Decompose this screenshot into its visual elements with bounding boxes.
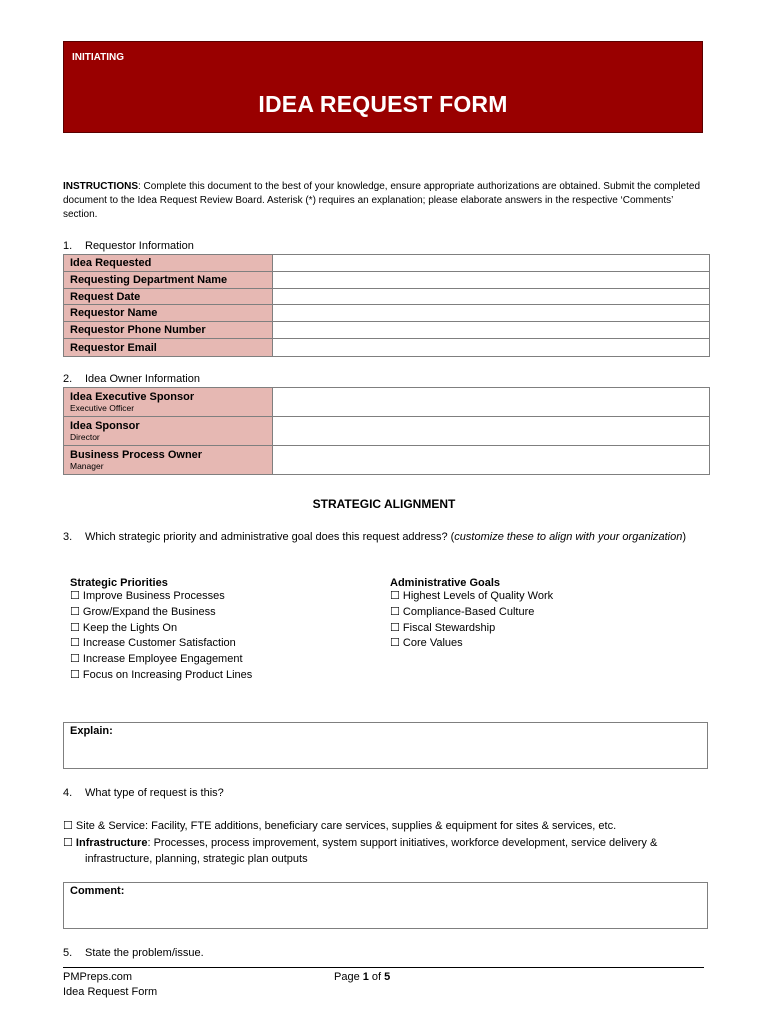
question-4 bbox=[63, 785, 708, 801]
checkbox-compliance-culture[interactable]: ☐ Compliance-Based Culture bbox=[390, 605, 535, 618]
question-text bbox=[85, 529, 686, 545]
checkbox-quality-work[interactable]: ☐ Highest Levels of Quality Work bbox=[390, 590, 554, 602]
infrastructure-text: : Processes, process improvement, system support initiatives, workforce development, service delivery & bbox=[147, 837, 658, 849]
idea-sponsor-field[interactable] bbox=[273, 417, 710, 446]
checkbox-employee-engagement[interactable]: ☐ Increase Employee Engagement bbox=[70, 653, 243, 666]
form-title: IDEA REQUEST FORM bbox=[258, 91, 508, 117]
comment-label: Comment: bbox=[70, 885, 125, 897]
field-label-text: Idea Executive Sponsor bbox=[70, 390, 195, 403]
section-owner-heading bbox=[63, 373, 200, 385]
field-label-text: Idea Sponsor bbox=[70, 419, 140, 432]
checkbox-infrastructure[interactable] bbox=[63, 835, 708, 867]
question-text-main: Which strategic priority and administrative goal does this request address? ( bbox=[85, 531, 455, 543]
page-current: 1 bbox=[362, 971, 369, 983]
idea-requested-field[interactable] bbox=[273, 255, 710, 272]
checkbox-improve-processes[interactable]: ☐ Improve Business Processes bbox=[70, 590, 225, 602]
header-banner bbox=[63, 41, 703, 133]
checkbox-core-values[interactable]: ☐ Core Values bbox=[390, 637, 463, 650]
checkbox-keep-lights-on[interactable]: ☐ Keep the Lights On bbox=[70, 621, 178, 634]
field-sublabel: Executive Officer bbox=[70, 402, 135, 413]
field-label: Idea Requested bbox=[64, 255, 273, 272]
field-sublabel: Director bbox=[70, 431, 100, 442]
page-prefix: Page bbox=[334, 971, 363, 983]
question-number: 4. bbox=[63, 787, 73, 799]
requestor-name-field[interactable] bbox=[273, 305, 710, 322]
page-total: 5 bbox=[384, 971, 391, 983]
instructions-text: : Complete this document to the best of your knowledge, ensure appropriate authorizations are obtained. Submit the completed document to the Idea Request Review Board. Asterisk (*) requires an explanation; please elaborate answers in the respective ‘Comments’ section. bbox=[63, 181, 701, 220]
department-name-field[interactable] bbox=[273, 272, 710, 289]
checkbox-fiscal-stewardship[interactable]: ☐ Fiscal Stewardship bbox=[390, 621, 496, 634]
footer-site: PMPreps.com bbox=[63, 971, 133, 983]
section-title: Idea Owner Information bbox=[85, 373, 200, 385]
requestor-email-field[interactable] bbox=[273, 339, 710, 357]
checkbox-product-lines[interactable]: ☐ Focus on Increasing Product Lines bbox=[70, 668, 253, 681]
request-date-field[interactable] bbox=[273, 289, 710, 305]
question-text-italic: customize these to align with your organization bbox=[454, 531, 683, 543]
footer-left bbox=[63, 970, 157, 1000]
question-text-close: ) bbox=[682, 531, 687, 543]
table-row bbox=[64, 272, 710, 289]
explain-box[interactable] bbox=[63, 722, 708, 769]
checkbox-customer-satisfaction[interactable]: ☐ Increase Customer Satisfaction bbox=[70, 637, 236, 650]
field-label: Request Date bbox=[64, 289, 273, 305]
field-sublabel: Manager bbox=[70, 460, 104, 471]
section-requestor-heading bbox=[63, 240, 194, 252]
strategic-priorities bbox=[70, 577, 252, 684]
checkbox-glyph: ☐ bbox=[63, 837, 76, 849]
field-label: Requesting Department Name bbox=[64, 272, 273, 289]
requestor-phone-field[interactable] bbox=[273, 322, 710, 339]
owner-table bbox=[63, 387, 710, 475]
site-service-text: ☐ Site & Service: Facility, FTE additions, beneficiary care services, supplies & equipment for sites & services, etc. bbox=[63, 820, 617, 832]
goals-heading: Administrative Goals bbox=[390, 577, 501, 589]
table-row bbox=[64, 388, 710, 417]
page-number bbox=[334, 970, 390, 985]
table-row bbox=[64, 255, 710, 272]
question-3 bbox=[63, 529, 708, 545]
executive-sponsor-field[interactable] bbox=[273, 388, 710, 417]
administrative-goals bbox=[390, 577, 553, 652]
section-title: Requestor Information bbox=[85, 240, 194, 252]
strategic-alignment-heading: STRATEGIC ALIGNMENT bbox=[312, 497, 456, 511]
question-number: 5. bbox=[63, 947, 73, 959]
comment-box[interactable] bbox=[63, 882, 708, 929]
section-number: 2. bbox=[63, 373, 73, 385]
table-row bbox=[64, 417, 710, 446]
field-label: Requestor Phone Number bbox=[64, 322, 273, 339]
checkbox-grow-business[interactable]: ☐ Grow/Expand the Business bbox=[70, 605, 216, 618]
phase-label: INITIATING bbox=[72, 52, 125, 63]
requestor-table bbox=[63, 254, 710, 357]
table-row bbox=[64, 305, 710, 322]
field-label: Requestor Name bbox=[64, 305, 273, 322]
page-of: of bbox=[368, 971, 385, 983]
question-text: What type of request is this? bbox=[85, 787, 224, 799]
field-label bbox=[64, 388, 273, 417]
infrastructure-lead: Infrastructure bbox=[75, 837, 148, 849]
table-row bbox=[64, 322, 710, 339]
explain-label: Explain: bbox=[70, 725, 113, 737]
footer-divider bbox=[63, 967, 704, 968]
process-owner-field[interactable] bbox=[273, 446, 710, 475]
table-row bbox=[64, 446, 710, 475]
question-text: State the problem/issue. bbox=[85, 947, 204, 959]
section-number: 1. bbox=[63, 240, 73, 252]
field-label bbox=[64, 417, 273, 446]
table-row bbox=[64, 289, 710, 305]
question-number: 3. bbox=[63, 531, 73, 543]
footer-doc-name: Idea Request Form bbox=[63, 986, 158, 998]
question-5 bbox=[63, 945, 708, 961]
instructions-lead: INSTRUCTIONS bbox=[63, 181, 138, 192]
field-label: Requestor Email bbox=[64, 339, 273, 357]
table-row bbox=[64, 339, 710, 357]
priorities-heading: Strategic Priorities bbox=[70, 577, 168, 589]
field-label-text: Business Process Owner bbox=[70, 448, 203, 461]
instructions bbox=[63, 180, 708, 222]
infrastructure-text-continued: infrastructure, planning, strategic plan outputs bbox=[85, 853, 308, 865]
checkbox-site-service[interactable] bbox=[63, 818, 708, 834]
field-label bbox=[64, 446, 273, 475]
